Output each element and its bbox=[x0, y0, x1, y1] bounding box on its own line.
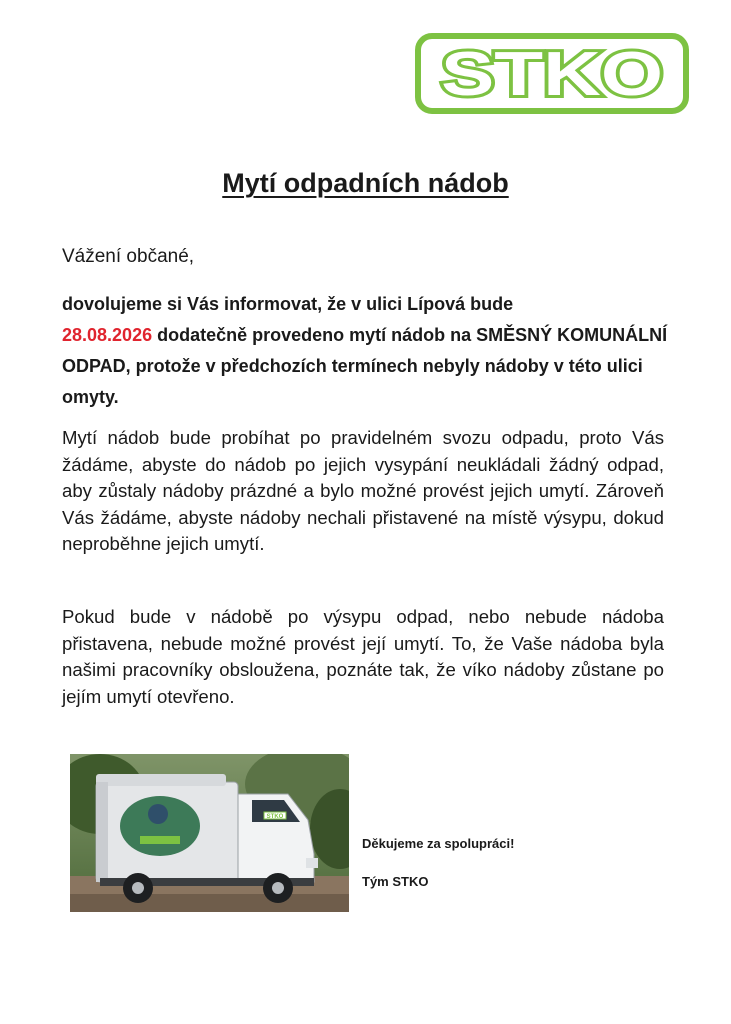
instructions-paragraph: Mytí nádob bude probíhat po pravidelném svozu odpadu, proto Vás žádáme, abyste do nádob po jejich vysypání neukládali žádný odpad, aby zůstaly nádoby prázdné a bylo možné provést jejich umytí. Zároveň Vás žádáme, abyste nádoby nechali přistavené na místě výsypu, dokud neproběhne jejich umytí. bbox=[62, 427, 664, 554]
stko-logo bbox=[415, 33, 689, 114]
page-title: Mytí odpadních nádob bbox=[222, 168, 509, 198]
info-paragraph: Pokud bude v nádobě po výsypu odpad, nebo nebude nádoba přistavena, nebude možné provést její umytí. To, že Vaše nádoba byla našimi pracovníky obsloužena, poznáte tak, že víko nádoby zůstane po jejím umytí otevřeno. bbox=[62, 606, 664, 707]
thanks-text: Děkujeme za spolupráci! bbox=[362, 836, 515, 851]
garbage-truck-photo bbox=[70, 754, 349, 912]
truck-logo: STKO bbox=[266, 814, 284, 820]
notice-rest: dodatečně provedeno mytí nádob na SMĚSNÝ KOMUNÁLNÍ ODPAD, protože v předchozích termínech nebyly nádoby v této ulici omyty. bbox=[62, 325, 668, 407]
notice-paragraph bbox=[62, 289, 672, 413]
greeting: Vážení občané, bbox=[62, 246, 195, 267]
notice-date: 28.08.2026 bbox=[62, 325, 153, 345]
notice-intro: dovolujeme si Vás informovat, že v ulici Lípová bude bbox=[62, 294, 514, 314]
logo-text: STKO bbox=[441, 40, 663, 109]
signature-text: Tým STKO bbox=[362, 874, 429, 889]
